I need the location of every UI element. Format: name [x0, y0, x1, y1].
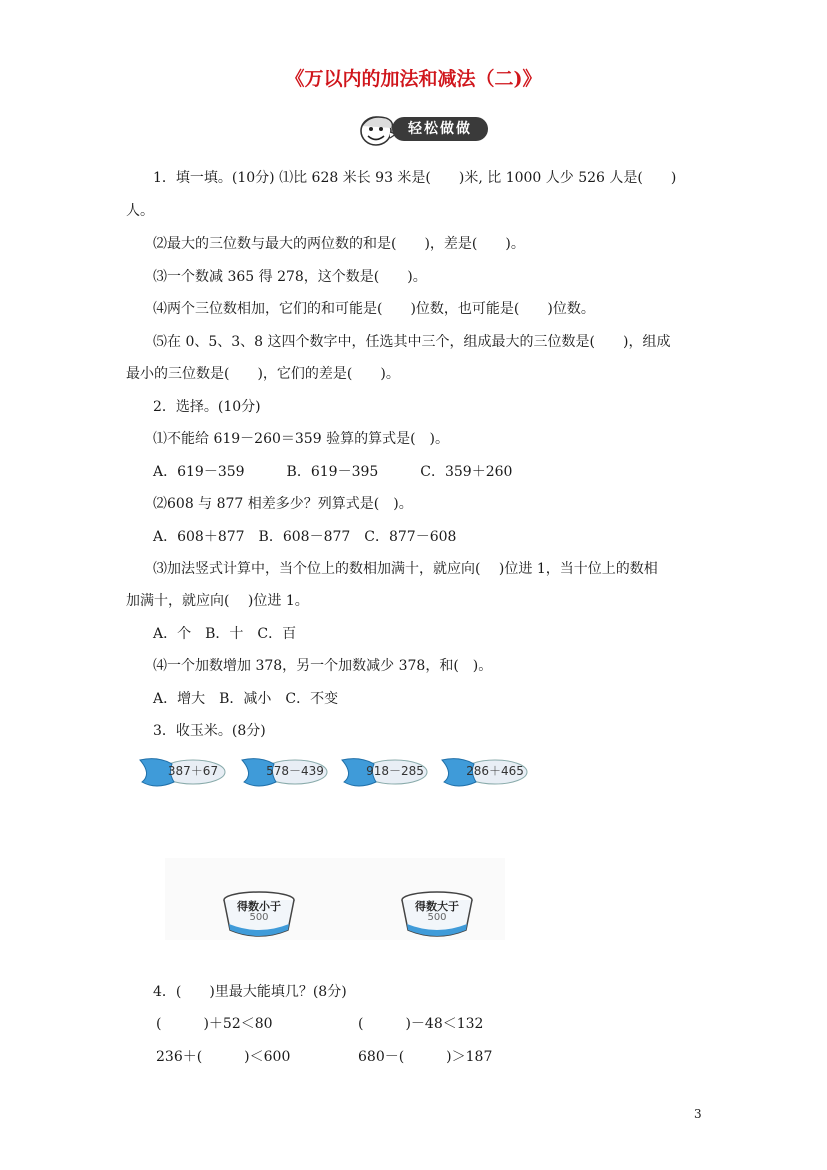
section-badge	[356, 112, 492, 148]
q2-part3-options: A．个 B．十 C．百	[153, 626, 297, 642]
basket-greater-than[interactable]	[400, 890, 474, 940]
q2-part1: ⑴不能给 619－260＝359 验算的算式是( )。	[153, 431, 449, 447]
basket-number: 500	[427, 912, 447, 923]
page-title: 《万以内的加法和减法（二)》	[285, 68, 542, 90]
corn-expression: 918－285	[366, 764, 424, 778]
q2-part2-options: A．608＋877 B．608－877 C．877－608	[153, 529, 457, 545]
q1-line1: 1．填一填。(10分) ⑴比 628 米长 93 米是( )米, 比 1000 人少 526 人是( )	[153, 170, 677, 186]
corn-cob-4[interactable]	[440, 752, 528, 792]
q3-heading: 3．收玉米。(8分)	[153, 723, 266, 739]
q1-part5a: ⑸在 0、5、3、8 这四个数字中，任选其中三个，组成最大的三位数是( )，组成	[153, 334, 671, 350]
q4-item3: 236＋( )＜600	[156, 1049, 291, 1065]
q4-heading: 4．( )里最大能填几？(8分)	[153, 984, 347, 1000]
basket-label: 得数小于	[237, 900, 281, 913]
q4-item1: ( )＋52＜80	[156, 1016, 273, 1032]
q2-part4: ⑷一个加数增加 378，另一个加数减少 378，和( )。	[153, 658, 493, 674]
q1-line1-cont: 人。	[126, 203, 154, 219]
q2-heading: 2．选择。(10分)	[153, 399, 261, 415]
q2-part1-options: A．619－359 B．619－395 C．359＋260	[153, 464, 513, 480]
q2-part3a: ⑶加法竖式计算中，当个位上的数相加满十，就应向( )位进 1，当十位上的数相	[153, 561, 658, 577]
q1-part3: ⑶一个数减 365 得 278，这个数是( )。	[153, 269, 427, 285]
basket-label: 得数大于	[415, 900, 459, 913]
q1-part2: ⑵最大的三位数与最大的两位数的和是( )，差是( )。	[153, 236, 525, 252]
q2-part4-options: A．增大 B．减小 C．不变	[153, 691, 339, 707]
badge-label: 轻松做做	[392, 117, 488, 141]
corn-cob-1[interactable]	[138, 752, 226, 792]
corn-expression: 286＋465	[466, 764, 524, 778]
q2-part3b: 加满十，就应向( )位进 1。	[126, 593, 309, 609]
q2-part2: ⑵608 与 877 相差多少？列算式是( )。	[153, 496, 413, 512]
basket-less-than[interactable]	[222, 890, 296, 940]
q4-item4: 680－( )＞187	[358, 1049, 493, 1065]
corn-expression: 578－439	[266, 764, 324, 778]
corn-expression: 387＋67	[167, 764, 219, 778]
basket-number: 500	[249, 912, 269, 923]
corn-cob-3[interactable]	[340, 752, 428, 792]
q1-part5b: 最小的三位数是( )，它们的差是( )。	[126, 366, 400, 382]
q1-part4: ⑷两个三位数相加，它们的和可能是( )位数，也可能是( )位数。	[153, 301, 595, 317]
page-number: 3	[694, 1107, 702, 1121]
q4-item2: ( )－48＜132	[358, 1016, 484, 1032]
corn-cob-2[interactable]	[240, 752, 328, 792]
